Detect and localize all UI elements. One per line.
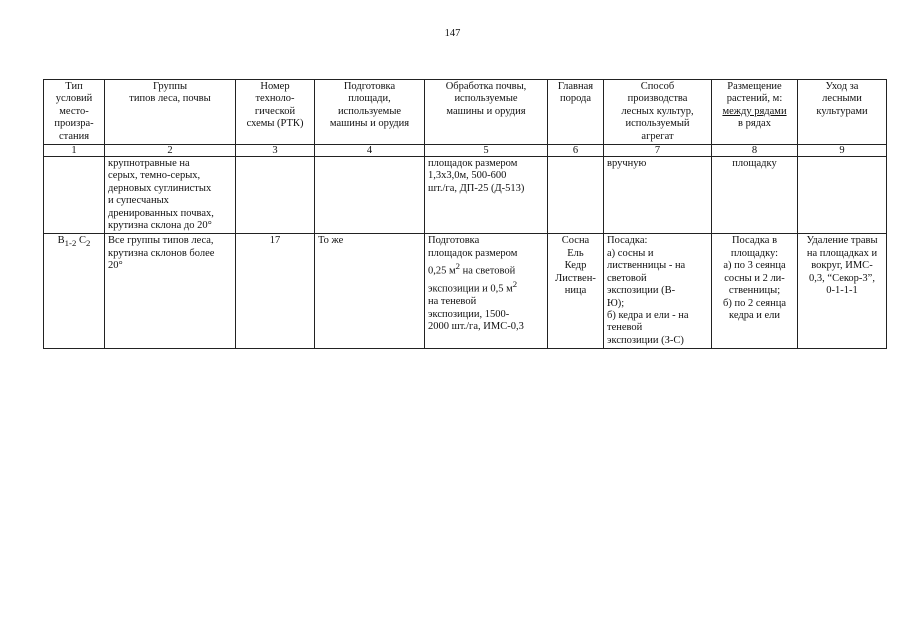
soil-sup: 2 — [512, 279, 518, 290]
cell-plant-placement: Посадка в площадку: а) по 3 сеянца сосны и 2 ли- ственницы; б) по 2 сеянца кедра и ели — [712, 234, 798, 349]
soil-text-a: Подготовка площадок размером 0,25 м — [428, 235, 518, 277]
forest-culture-table — [43, 79, 887, 349]
header-row — [44, 80, 887, 145]
header-col-5: Обработка почвы, используемые машины и орудия — [425, 80, 548, 145]
cell-production-method: вручную — [604, 157, 712, 234]
header-col-8-line3: между рядами — [722, 105, 787, 117]
col-number: 1 — [44, 145, 105, 157]
cell-scheme-number — [236, 157, 315, 234]
cell-main-species — [548, 157, 604, 234]
soil-sup: 2 — [455, 261, 461, 272]
header-col-8-line2: растений, м: — [726, 93, 783, 105]
column-numbers-row — [44, 145, 887, 157]
header-col-8-line4: в рядах — [738, 118, 771, 130]
condition-code-sub: 2 — [85, 238, 91, 249]
header-col-2: Группы типов леса, почвы — [105, 80, 236, 145]
cell-area-preparation — [315, 157, 425, 234]
col-number: 7 — [604, 145, 712, 157]
soil-text-b: на световой экспозиции и 0,5 м — [428, 265, 516, 295]
table-row — [44, 234, 887, 349]
cell-main-species: Сосна Ель Кедр Листвен- ница — [548, 234, 604, 349]
condition-code: В — [57, 235, 65, 247]
col-number: 9 — [798, 145, 887, 157]
condition-code-sep: С — [76, 235, 86, 247]
col-number: 8 — [712, 145, 798, 157]
col-number: 2 — [105, 145, 236, 157]
header-col-8-line1: Размещение — [727, 81, 782, 92]
header-col-6: Главная порода — [548, 80, 604, 145]
header-col-9: Уход за лесными культурами — [798, 80, 887, 145]
cell-forest-types: Все группы типов леса, крутизна склонов более 20° — [105, 234, 236, 349]
header-col-4: Подготовка площади, используемые машины и орудия — [315, 80, 425, 145]
header-col-1: Тип условий место- произра- стания — [44, 80, 105, 145]
col-number: 5 — [425, 145, 548, 157]
page-number: 147 — [444, 28, 461, 39]
cell-condition-type — [44, 234, 105, 349]
header-col-8 — [712, 80, 798, 145]
table-row — [44, 157, 887, 234]
cell-soil-treatment — [425, 234, 548, 349]
cell-culture-care — [798, 157, 887, 234]
header-col-7: Способ производства лесных культур, используемый агрегат — [604, 80, 712, 145]
col-number: 4 — [315, 145, 425, 157]
cell-soil-treatment: площадок размером 1,3х3,0м, 500-600 шт./га, ДП-25 (Д-513) — [425, 157, 548, 234]
cell-forest-types: крупнотравные на серых, темно-серых, дерновых суглинистых и супесчаных дренированных почвах, крутизна склона до 20° — [105, 157, 236, 234]
cell-culture-care: Удаление травы на площадках и вокруг, ИМС- 0,3, “Секор-3”, 0-1-1-1 — [798, 234, 887, 349]
cell-plant-placement: площадку — [712, 157, 798, 234]
header-col-3: Номер техноло- гической схемы (РТК) — [236, 80, 315, 145]
condition-code-sub: 1-2 — [64, 238, 77, 249]
cell-scheme-number: 17 — [236, 234, 315, 349]
cell-area-preparation: То же — [315, 234, 425, 349]
col-number: 3 — [236, 145, 315, 157]
col-number: 6 — [548, 145, 604, 157]
cell-production-method: Посадка: а) сосны и лиственницы - на световой экспозиции (В- Ю); б) кедра и ели - на теневой экспозиции (З-С) — [604, 234, 712, 349]
cell-condition-type — [44, 157, 105, 234]
soil-text-c: на теневой экспозиции, 1500- 2000 шт./га, ИМС-0,3 — [428, 296, 524, 332]
